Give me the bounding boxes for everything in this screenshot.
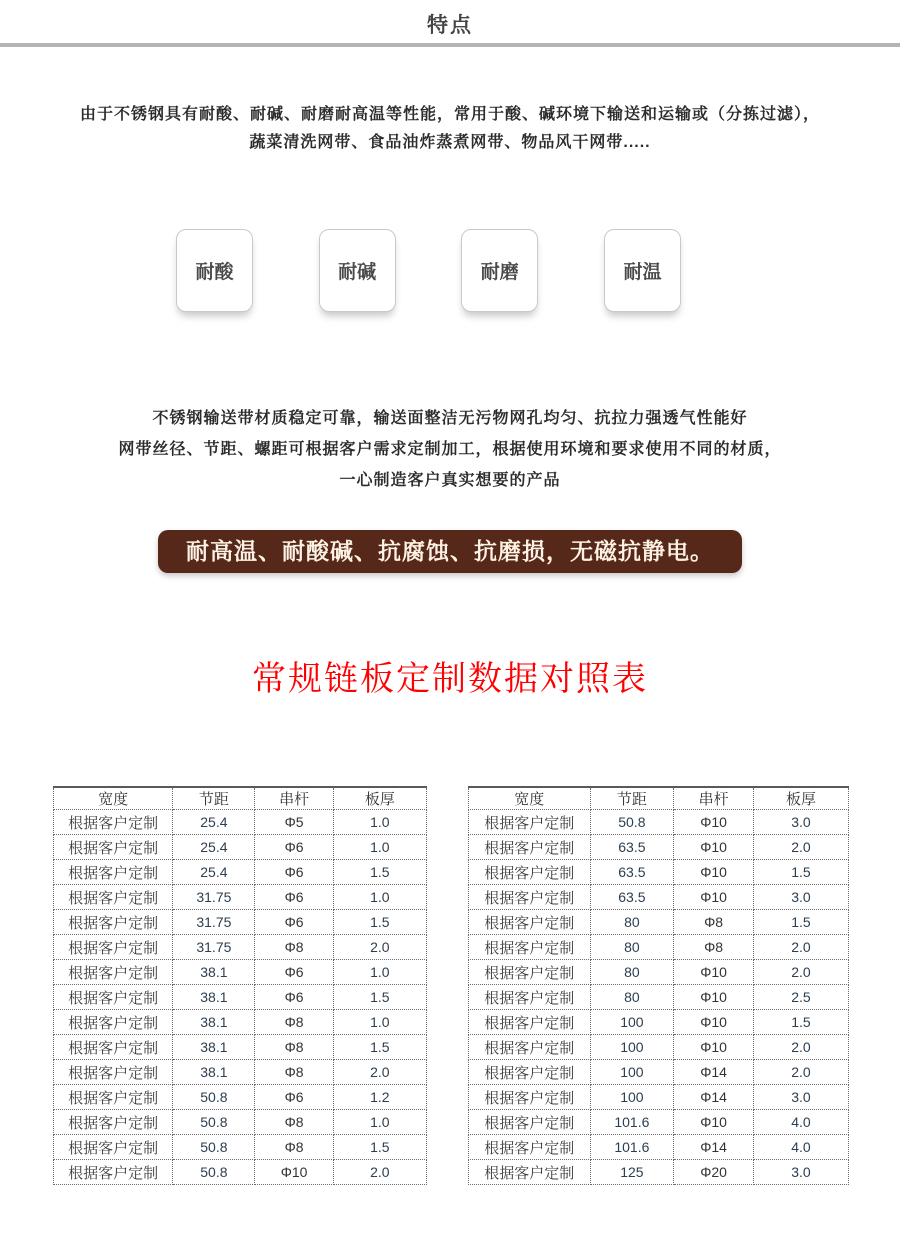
table-cell: 50.8 bbox=[590, 810, 674, 835]
table-cell: 2.0 bbox=[753, 960, 848, 985]
table-row bbox=[469, 1135, 849, 1160]
description-line-3: 一心制造客户真实想要的产品 bbox=[339, 472, 561, 489]
table-row bbox=[469, 835, 849, 860]
description-paragraph bbox=[0, 403, 900, 496]
table-cell: 31.75 bbox=[173, 885, 255, 910]
table-cell: Φ8 bbox=[255, 935, 333, 960]
header-row bbox=[469, 787, 849, 810]
table-cell: 50.8 bbox=[173, 1110, 255, 1135]
table-cell: 1.5 bbox=[333, 1035, 426, 1060]
table-cell: 根据客户定制 bbox=[469, 935, 591, 960]
table-cell: 1.0 bbox=[333, 835, 426, 860]
table-cell: 31.75 bbox=[173, 910, 255, 935]
table-cell: Φ10 bbox=[674, 885, 754, 910]
table-cell: 3.0 bbox=[753, 1160, 848, 1185]
table-row bbox=[54, 860, 427, 885]
table-cell: 根据客户定制 bbox=[54, 835, 173, 860]
table-cell: Φ14 bbox=[674, 1060, 754, 1085]
table-cell: Φ6 bbox=[255, 910, 333, 935]
table-cell: Φ10 bbox=[674, 1110, 754, 1135]
table-cell: Φ6 bbox=[255, 1085, 333, 1110]
badge-label: 耐温 bbox=[623, 262, 662, 283]
table-cell: Φ8 bbox=[255, 1010, 333, 1035]
table-cell: 根据客户定制 bbox=[469, 860, 591, 885]
table-cell: 1.5 bbox=[753, 860, 848, 885]
table-cell: 根据客户定制 bbox=[54, 935, 173, 960]
table-cell: 根据客户定制 bbox=[469, 985, 591, 1010]
table-cell: 50.8 bbox=[173, 1160, 255, 1185]
table-cell: Φ10 bbox=[674, 860, 754, 885]
table-row bbox=[54, 1010, 427, 1035]
table-cell: Φ8 bbox=[674, 935, 754, 960]
table-cell: Φ10 bbox=[674, 985, 754, 1010]
table-cell: 根据客户定制 bbox=[469, 1160, 591, 1185]
table-cell: 63.5 bbox=[590, 885, 674, 910]
table-cell: Φ10 bbox=[674, 960, 754, 985]
table-cell: Φ8 bbox=[255, 1035, 333, 1060]
table-cell: 根据客户定制 bbox=[54, 860, 173, 885]
table-cell: 4.0 bbox=[753, 1135, 848, 1160]
table-cell: 根据客户定制 bbox=[469, 1060, 591, 1085]
table-cell: 根据客户定制 bbox=[469, 835, 591, 860]
table-cell: Φ8 bbox=[674, 910, 754, 935]
table-cell: 2.0 bbox=[753, 835, 848, 860]
table-row bbox=[54, 885, 427, 910]
table-row bbox=[54, 1160, 427, 1185]
table-cell: 1.5 bbox=[753, 1010, 848, 1035]
table-row bbox=[54, 1135, 427, 1160]
table-cell: 38.1 bbox=[173, 985, 255, 1010]
page-title: 特点 bbox=[427, 14, 473, 37]
table-cell: Φ8 bbox=[255, 1060, 333, 1085]
table-cell: 根据客户定制 bbox=[469, 885, 591, 910]
table-cell: 80 bbox=[590, 985, 674, 1010]
table-cell: 根据客户定制 bbox=[469, 810, 591, 835]
table-row bbox=[54, 835, 427, 860]
table-cell: 根据客户定制 bbox=[54, 1060, 173, 1085]
badge-alkali-resistant bbox=[319, 229, 396, 312]
badge-temperature-resistant bbox=[604, 229, 681, 312]
table-cell: 63.5 bbox=[590, 835, 674, 860]
table-cell: 25.4 bbox=[173, 810, 255, 835]
table-cell: 根据客户定制 bbox=[54, 1010, 173, 1035]
table-row bbox=[54, 985, 427, 1010]
table-cell: Φ10 bbox=[674, 835, 754, 860]
table-cell: 根据客户定制 bbox=[469, 1110, 591, 1135]
spec-table-right bbox=[468, 786, 849, 1185]
table-cell: 2.0 bbox=[333, 1160, 426, 1185]
table-row bbox=[54, 1085, 427, 1110]
column-header: 板厚 bbox=[753, 787, 848, 810]
table-row bbox=[54, 935, 427, 960]
column-header: 板厚 bbox=[333, 787, 426, 810]
table-cell: 根据客户定制 bbox=[469, 1135, 591, 1160]
section-divider bbox=[0, 43, 900, 47]
table-cell: 25.4 bbox=[173, 860, 255, 885]
table-cell: 63.5 bbox=[590, 860, 674, 885]
table-cell: 2.0 bbox=[753, 1035, 848, 1060]
table-cell: 38.1 bbox=[173, 1035, 255, 1060]
intro-paragraph bbox=[0, 101, 900, 157]
table-cell: 101.6 bbox=[590, 1135, 674, 1160]
column-header: 节距 bbox=[173, 787, 255, 810]
table-cell: 1.5 bbox=[333, 985, 426, 1010]
table-cell: 2.0 bbox=[753, 1060, 848, 1085]
table-cell: 100 bbox=[590, 1060, 674, 1085]
feature-badges bbox=[176, 229, 681, 312]
table-cell: 根据客户定制 bbox=[54, 1035, 173, 1060]
table-cell: 1.5 bbox=[333, 910, 426, 935]
table-cell: Φ6 bbox=[255, 835, 333, 860]
table-cell: 2.0 bbox=[333, 935, 426, 960]
table-row bbox=[469, 1160, 849, 1185]
badge-label: 耐磨 bbox=[480, 262, 519, 283]
header-row bbox=[54, 787, 427, 810]
table-cell: 根据客户定制 bbox=[469, 1035, 591, 1060]
table-cell: 1.2 bbox=[333, 1085, 426, 1110]
table-cell: 根据客户定制 bbox=[469, 910, 591, 935]
table-cell: Φ10 bbox=[255, 1160, 333, 1185]
table-cell: 1.0 bbox=[333, 1010, 426, 1035]
spec-tables-container bbox=[53, 786, 849, 1185]
table-cell: 根据客户定制 bbox=[469, 960, 591, 985]
spec-table-title: 常规链板定制数据对照表 bbox=[252, 660, 648, 698]
badge-wear-resistant bbox=[461, 229, 538, 312]
column-header: 节距 bbox=[590, 787, 674, 810]
table-cell: 125 bbox=[590, 1160, 674, 1185]
table-row bbox=[469, 960, 849, 985]
table-cell: Φ6 bbox=[255, 985, 333, 1010]
table-cell: 1.5 bbox=[333, 1135, 426, 1160]
table-cell: 1.5 bbox=[333, 860, 426, 885]
column-header: 宽度 bbox=[54, 787, 173, 810]
badge-acid-resistant bbox=[176, 229, 253, 312]
feature-banner bbox=[158, 530, 742, 573]
table-row bbox=[469, 935, 849, 960]
table-row bbox=[469, 910, 849, 935]
table-row bbox=[54, 1035, 427, 1060]
table-cell: 根据客户定制 bbox=[54, 885, 173, 910]
table-cell: 根据客户定制 bbox=[54, 1160, 173, 1185]
table-cell: 1.0 bbox=[333, 960, 426, 985]
table-cell: 4.0 bbox=[753, 1110, 848, 1135]
table-cell: 1.5 bbox=[753, 910, 848, 935]
table-cell: 3.0 bbox=[753, 885, 848, 910]
table-cell: 根据客户定制 bbox=[54, 910, 173, 935]
table-row bbox=[469, 1010, 849, 1035]
table-row bbox=[469, 1110, 849, 1135]
table-cell: 101.6 bbox=[590, 1110, 674, 1135]
intro-line-2: 蔬菜清洗网带、食品油炸蒸煮网带、物品风干网带..... bbox=[249, 134, 651, 151]
column-header: 宽度 bbox=[469, 787, 591, 810]
table-cell: 根据客户定制 bbox=[54, 1135, 173, 1160]
table-cell: Φ5 bbox=[255, 810, 333, 835]
column-header: 串杆 bbox=[255, 787, 333, 810]
table-row bbox=[469, 1035, 849, 1060]
table-cell: 80 bbox=[590, 935, 674, 960]
table-cell: Φ8 bbox=[255, 1135, 333, 1160]
table-cell: 根据客户定制 bbox=[54, 960, 173, 985]
table-cell: Φ10 bbox=[674, 810, 754, 835]
badge-label: 耐酸 bbox=[195, 262, 234, 283]
table-cell: 50.8 bbox=[173, 1135, 255, 1160]
table-row bbox=[469, 1085, 849, 1110]
table-cell: 1.0 bbox=[333, 810, 426, 835]
table-row bbox=[469, 985, 849, 1010]
table-row bbox=[469, 1060, 849, 1085]
table-cell: 100 bbox=[590, 1035, 674, 1060]
table-cell: Φ6 bbox=[255, 960, 333, 985]
table-cell: 2.0 bbox=[333, 1060, 426, 1085]
table-cell: 2.5 bbox=[753, 985, 848, 1010]
table-cell: Φ8 bbox=[255, 1110, 333, 1135]
table-cell: 根据客户定制 bbox=[469, 1010, 591, 1035]
table-cell: 38.1 bbox=[173, 1060, 255, 1085]
column-header: 串杆 bbox=[674, 787, 754, 810]
table-cell: 根据客户定制 bbox=[54, 810, 173, 835]
banner-text: 耐高温、耐酸碱、抗腐蚀、抗磨损，无磁抗静电。 bbox=[186, 538, 714, 564]
table-cell: Φ14 bbox=[674, 1135, 754, 1160]
table-cell: 50.8 bbox=[173, 1085, 255, 1110]
table-cell: 38.1 bbox=[173, 960, 255, 985]
table-cell: 3.0 bbox=[753, 1085, 848, 1110]
table-cell: 2.0 bbox=[753, 935, 848, 960]
table-row bbox=[54, 960, 427, 985]
table-cell: 38.1 bbox=[173, 1010, 255, 1035]
intro-line-1: 由于不锈钢具有耐酸、耐碱、耐磨耐高温等性能，常用于酸、碱环境下输送和运输或（分拣过滤）， bbox=[79, 106, 820, 123]
table-cell: 根据客户定制 bbox=[54, 1110, 173, 1135]
badge-label: 耐碱 bbox=[338, 262, 377, 283]
table-row bbox=[54, 1110, 427, 1135]
table-cell: 80 bbox=[590, 960, 674, 985]
table-cell: 3.0 bbox=[753, 810, 848, 835]
table-cell: 25.4 bbox=[173, 835, 255, 860]
table-cell: Φ10 bbox=[674, 1035, 754, 1060]
table-cell: 80 bbox=[590, 910, 674, 935]
table-cell: 根据客户定制 bbox=[54, 985, 173, 1010]
table-cell: 100 bbox=[590, 1010, 674, 1035]
table-row bbox=[469, 860, 849, 885]
description-line-1: 不锈钢输送带材质稳定可靠，输送面整洁无污物网孔均匀、抗拉力强透气性能好 bbox=[152, 410, 748, 427]
table-row bbox=[54, 1060, 427, 1085]
table-row bbox=[54, 810, 427, 835]
table-cell: Φ6 bbox=[255, 885, 333, 910]
table-cell: 31.75 bbox=[173, 935, 255, 960]
table-row bbox=[469, 810, 849, 835]
table-cell: 1.0 bbox=[333, 1110, 426, 1135]
table-cell: Φ10 bbox=[674, 1010, 754, 1035]
table-cell: 根据客户定制 bbox=[469, 1085, 591, 1110]
table-cell: Φ6 bbox=[255, 860, 333, 885]
description-line-2: 网带丝径、节距、螺距可根据客户需求定制加工，根据使用环境和要求使用不同的材质， bbox=[118, 441, 782, 458]
table-cell: Φ14 bbox=[674, 1085, 754, 1110]
spec-table-left bbox=[53, 786, 427, 1185]
table-cell: 100 bbox=[590, 1085, 674, 1110]
table-row bbox=[469, 885, 849, 910]
table-cell: 根据客户定制 bbox=[54, 1085, 173, 1110]
table-row bbox=[54, 910, 427, 935]
table-cell: Φ20 bbox=[674, 1160, 754, 1185]
table-cell: 1.0 bbox=[333, 885, 426, 910]
